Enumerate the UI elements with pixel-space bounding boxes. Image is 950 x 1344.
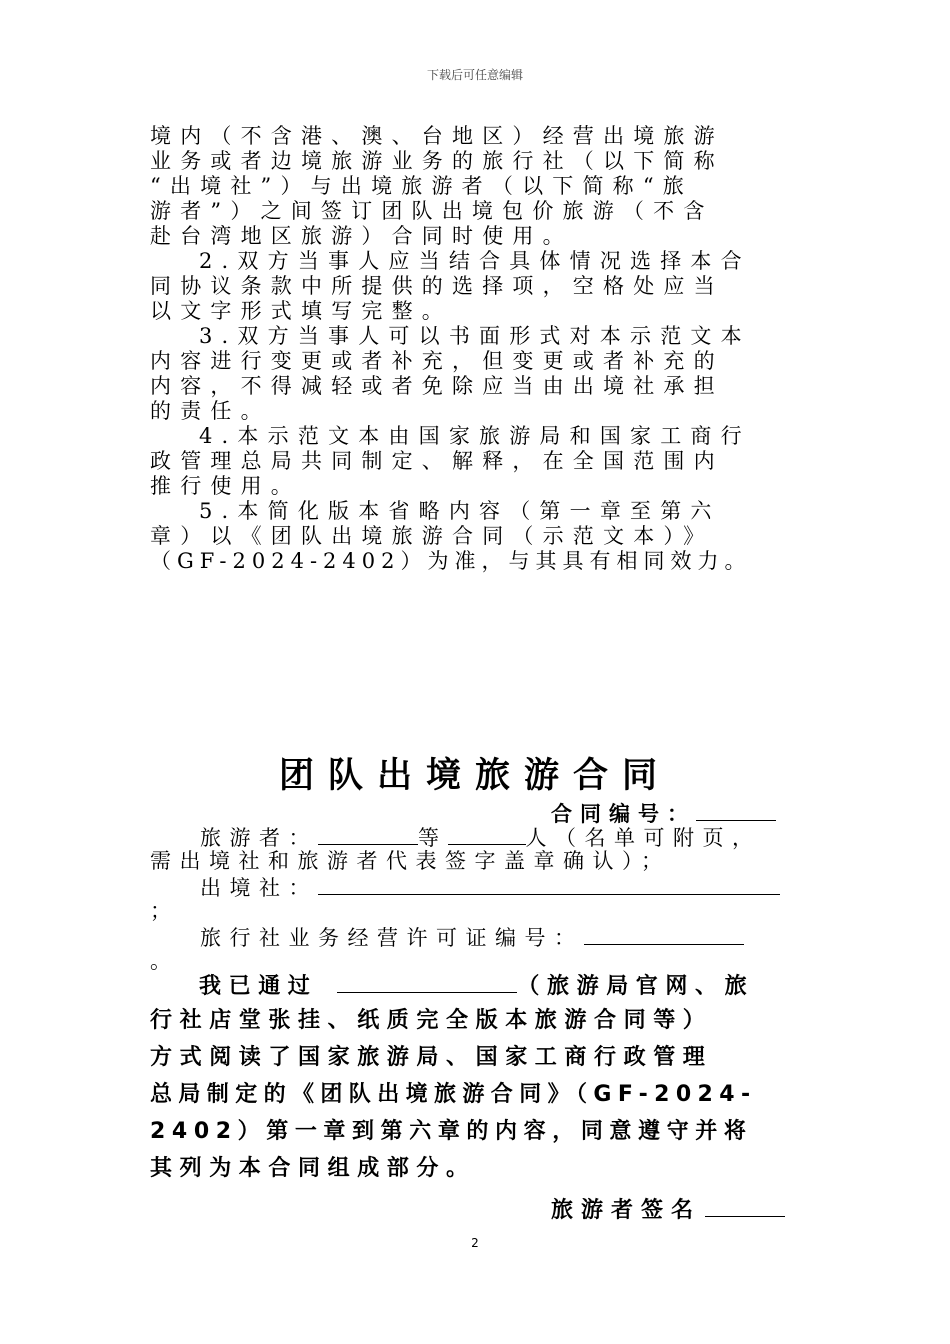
signature-label: 旅游者签名 [551, 1198, 702, 1223]
agency-end: ； [150, 899, 180, 923]
intro-line: 2.双方当事人应当结合具体情况选择本合 [199, 249, 751, 273]
intro-line: “出境社”）与出境旅游者（以下简称“旅 [150, 174, 694, 198]
intro-line: 5.本简化版本省略内容（第一章至第六 [199, 499, 721, 523]
intro-line: 游者”）之间签订团队出境包价旅游（不含 [150, 199, 714, 223]
contract-number-label: 合同编号： [551, 802, 696, 826]
statement-line: 方式阅读了国家旅游局、国家工商行政管理 [150, 1045, 713, 1070]
intro-line: 同协议条款中所提供的选择项，空格处应当 [150, 274, 724, 298]
tourist-deng: 等 [418, 826, 448, 850]
intro-line: 内容进行变更或者补充，但变更或者补充的 [150, 349, 724, 373]
intro-line: 推行使用。 [150, 474, 301, 498]
reading-method-field[interactable] [337, 972, 517, 993]
license-end: 。 [150, 949, 180, 973]
intro-line: 政管理总局共同制定、解释，在全国范围内 [150, 449, 724, 473]
statement-lead: 我已通过 [199, 974, 318, 999]
tourist-label: 旅游者： [200, 826, 318, 850]
signature-field[interactable] [705, 1196, 785, 1217]
intro-line: 以文字形式填写完整。 [150, 299, 452, 323]
signature-row [551, 1196, 785, 1223]
license-field[interactable] [584, 924, 744, 945]
intro-line: 章）以《团队出境旅游合同（示范文本）》 [150, 524, 714, 548]
contract-title: 团队出境旅游合同 [278, 756, 671, 796]
statement-line: 总局制定的《团队出境旅游合同》（GF-2024- [150, 1082, 757, 1107]
intro-line: 4.本示范文本由国家旅游局和国家工商行 [199, 424, 751, 448]
page-header: 下载后可任意编辑 [426, 68, 523, 82]
intro-line: 业务或者边境旅游业务的旅行社（以下简称 [150, 149, 724, 173]
tourist-note: 需出境社和旅游者代表签字盖章确认）； [150, 849, 671, 873]
tourist-ren: 人（名单可附页， [525, 826, 762, 850]
agency-row [200, 874, 780, 900]
intro-line: 内容，不得减轻或者免除应当由出境社承担 [150, 374, 724, 398]
intro-line: 3.双方当事人可以书面形式对本示范文本 [199, 324, 751, 348]
contract-number-row [551, 800, 776, 826]
statement-line: 2402）第一章到第六章的内容，同意遵守并将 [150, 1119, 753, 1144]
agency-field[interactable] [318, 874, 780, 895]
intro-line: 境内（不含港、澳、台地区）经营出境旅游 [150, 124, 724, 148]
tourist-row [200, 824, 762, 850]
agency-label: 出境社： [200, 876, 318, 900]
statement-line [199, 972, 754, 999]
tourist-count-field[interactable] [448, 824, 526, 845]
intro-line: 的责任。 [150, 399, 271, 423]
page-number: 2 [471, 1236, 479, 1250]
license-row [200, 924, 744, 950]
license-label: 旅行社业务经营许可证编号： [200, 926, 584, 950]
statement-line: 行社店堂张挂、纸质完全版本旅游合同等） [150, 1008, 713, 1033]
statement-line: 其列为本合同组成部分。 [150, 1156, 476, 1181]
intro-line: （GF-2024-2402）为准，与其具有相同效力。 [150, 549, 752, 573]
statement-line1-rest: （旅游局官网、旅 [517, 974, 755, 999]
intro-line: 赴台湾地区旅游）合同时使用。 [150, 224, 573, 248]
tourist-name-field[interactable] [318, 824, 418, 845]
contract-number-field[interactable] [696, 800, 776, 821]
